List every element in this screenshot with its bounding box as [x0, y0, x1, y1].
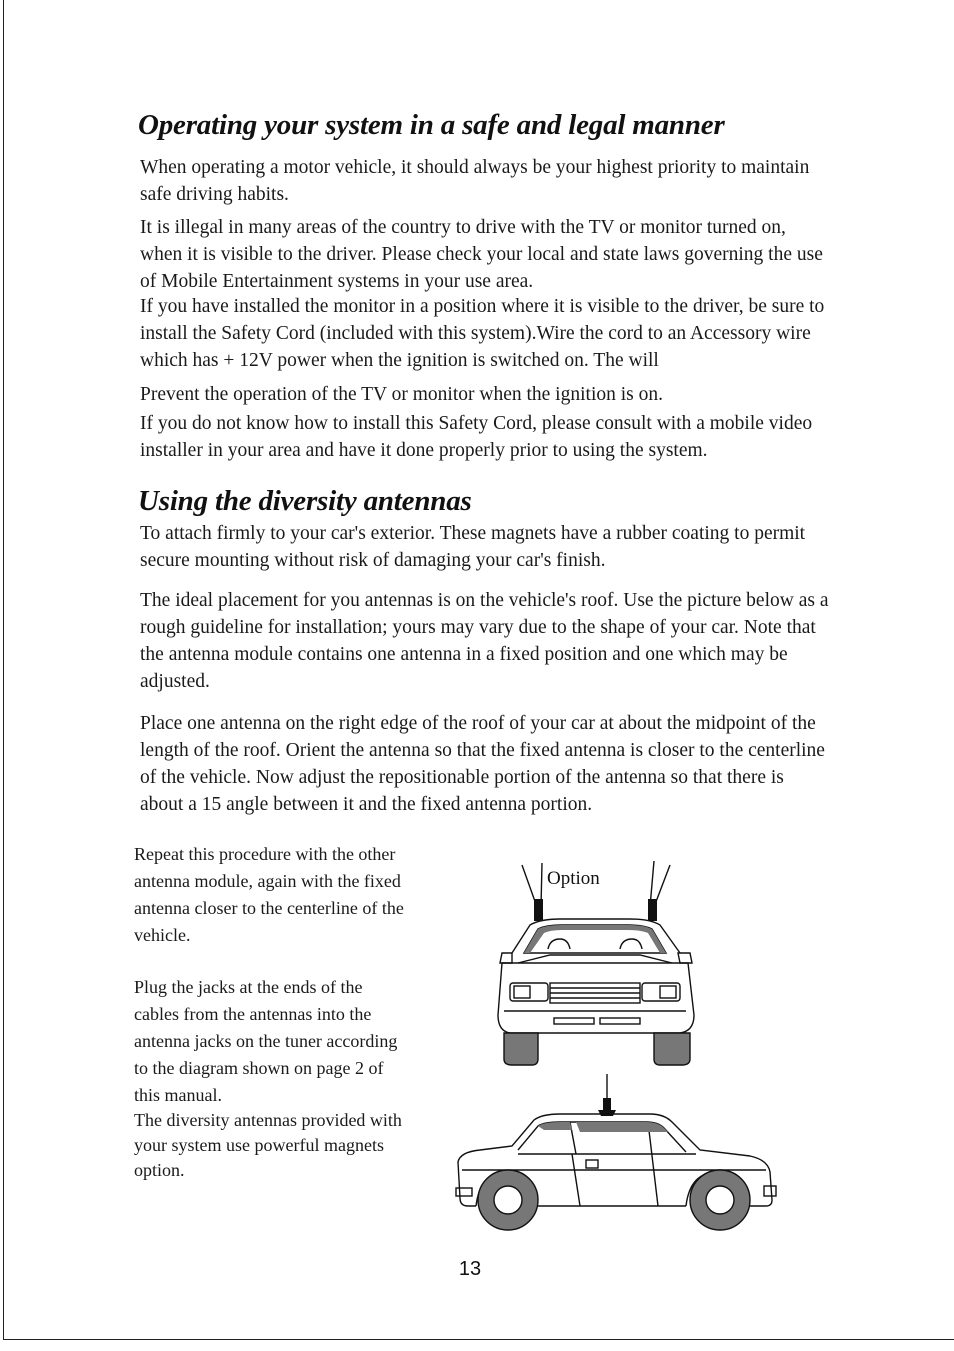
paragraph-consult-installer: If you do not know how to install this Safety Cord, please consult with a mobile video installer in your area and have it done properly prior to using the system. [140, 413, 813, 461]
side-note-repeat: Repeat this procedure with the other antenna module, again with the fixed antenna closer to the centerline of the vehicle. [134, 844, 404, 945]
paragraph-safety-cord: If you have installed the monitor in a position where it is visible to the driver, be sure to install the Safety Cord (included with this system).Wire the cord to an Accessory wire which has + 12V power when the ignition is switched on. The will [140, 296, 825, 371]
section-heading-diversity-antennas: Using the diversity antennas [138, 485, 472, 517]
car-front-with-antennas-icon [490, 855, 710, 1070]
option-label: Option [547, 868, 600, 889]
paragraph-orientation: Place one antenna on the right edge of the roof of your car at about the midpoint of the length of the roof. Orient the antenna so that the fixed antenna is closer to the centerline of the vehicle. Now adjust the repositionable portion of the antenna so that there is about a 15 angle between it and the fixed antenna portion. [140, 713, 825, 815]
section-heading-safe-operation: Operating your system in a safe and legal manner [138, 109, 725, 141]
paragraph-placement: The ideal placement for you antennas is on the vehicle's roof. Use the picture below as a rough guideline for installation; yours may vary due to the shape of your car. Note that the antenna module contains one antenna in a fixed position and one which may be adjusted. [140, 590, 829, 692]
page-border-bottom [3, 1339, 954, 1340]
paragraph-prevent-operation: Prevent the operation of the TV or monitor when the ignition is on. [140, 384, 663, 405]
paragraph-illegal-tv: It is illegal in many areas of the country to drive with the TV or monitor turned on, when it is visible to the driver. Please check your local and state laws governing the use of Mobile Entertainment systems in your use area. [140, 217, 823, 292]
paragraph-magnets: To attach firmly to your car's exterior. These magnets have a rubber coating to permit secure mounting without risk of damaging your car's finish. [140, 523, 806, 571]
page-border-left [3, 0, 4, 1340]
page-number: 13 [458, 1258, 482, 1280]
side-note-magnets: The diversity antennas provided with your system use powerful magnets option. [134, 1110, 402, 1180]
paragraph-safe-driving: When operating a motor vehicle, it should always be your highest priority to maintain safe driving habits. [140, 157, 810, 205]
side-note-plug-jacks: Plug the jacks at the ends of the cables from the antennas into the antenna jacks on the tuner according to the diagram shown on page 2 of this manual. [134, 977, 398, 1105]
car-side-with-antenna-icon [450, 1070, 780, 1245]
